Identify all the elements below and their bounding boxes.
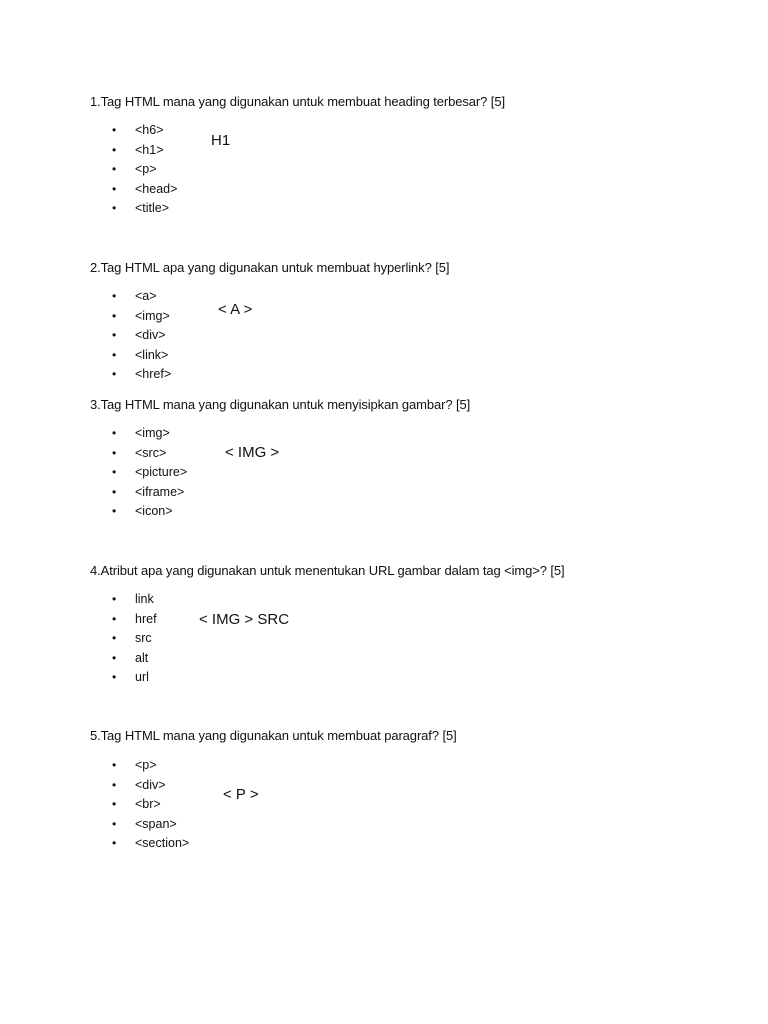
option-item <box>110 180 177 200</box>
bullet-icon: • <box>112 426 117 440</box>
option-item <box>110 199 177 219</box>
question-text: 4.Atribut apa yang digunakan untuk menentukan URL gambar dalam tag <img>? [5] <box>90 563 565 578</box>
option-list <box>110 590 157 688</box>
option-item <box>110 365 171 385</box>
option-item <box>110 815 189 835</box>
bullet-icon: • <box>112 484 117 499</box>
bullet-icon: • <box>112 611 117 626</box>
bullet-icon: • <box>112 328 117 343</box>
option-label: <h6> <box>135 123 164 137</box>
option-item <box>110 444 187 464</box>
option-item <box>110 287 171 307</box>
bullet-icon: • <box>112 592 117 606</box>
bullet-icon: • <box>112 201 117 216</box>
option-label: <div> <box>135 328 166 343</box>
option-item <box>110 307 171 327</box>
option-item <box>110 483 187 503</box>
option-item <box>110 326 171 346</box>
option-item <box>110 776 189 796</box>
option-label: alt <box>135 650 149 665</box>
bullet-icon: • <box>112 162 117 177</box>
bullet-icon: • <box>112 465 117 480</box>
bullet-icon: • <box>112 670 117 685</box>
bullet-icon: • <box>112 308 117 323</box>
option-item <box>110 756 189 776</box>
handwritten-answer: < IMG > SRC <box>199 611 290 628</box>
bullet-icon: • <box>112 816 117 831</box>
handwritten-answer: < P > <box>223 786 259 803</box>
option-item <box>110 629 157 649</box>
bullet-icon: • <box>112 836 117 851</box>
question-text: 2.Tag HTML apa yang digunakan untuk membuat hyperlink? [5] <box>90 260 450 275</box>
bullet-icon: • <box>112 445 117 460</box>
handwritten-answer: < IMG > <box>225 444 280 461</box>
option-label: <h1> <box>135 142 164 157</box>
option-item <box>110 141 177 161</box>
option-item <box>110 590 157 610</box>
bullet-icon: • <box>112 758 117 772</box>
option-label: <a> <box>135 289 157 303</box>
option-label: <iframe> <box>135 484 185 499</box>
option-label: <div> <box>135 777 166 792</box>
option-item <box>110 121 177 141</box>
bullet-icon: • <box>112 504 117 519</box>
option-item <box>110 424 187 444</box>
bullet-icon: • <box>112 650 117 665</box>
option-item <box>110 649 157 669</box>
bullet-icon: • <box>112 347 117 362</box>
option-list <box>110 287 171 385</box>
option-item <box>110 668 157 688</box>
option-label: href <box>135 611 157 626</box>
bullet-icon: • <box>112 797 117 812</box>
option-label: <head> <box>135 181 178 196</box>
option-label: <br> <box>135 797 161 812</box>
bullet-icon: • <box>112 777 117 792</box>
option-label: src <box>135 631 152 646</box>
option-item <box>110 834 189 854</box>
option-item <box>110 160 177 180</box>
bullet-icon: • <box>112 367 117 382</box>
option-label: <icon> <box>135 504 173 519</box>
option-item <box>110 610 157 630</box>
option-label: url <box>135 670 149 685</box>
option-label: <href> <box>135 367 172 382</box>
option-label: <picture> <box>135 465 188 480</box>
option-label: <link> <box>135 347 169 362</box>
option-label: <span> <box>135 816 177 831</box>
option-label: link <box>135 592 154 606</box>
option-label: <section> <box>135 836 190 851</box>
option-label: <img> <box>135 426 170 440</box>
option-label: <title> <box>135 201 170 216</box>
option-label: <img> <box>135 308 170 323</box>
bullet-icon: • <box>112 142 117 157</box>
question-text: 3.Tag HTML mana yang digunakan untuk menyisipkan gambar? [5] <box>90 397 471 412</box>
bullet-icon: • <box>112 631 117 646</box>
option-label: <src> <box>135 445 167 460</box>
bullet-icon: • <box>112 123 117 137</box>
option-item <box>110 346 171 366</box>
question-text: 5.Tag HTML mana yang digunakan untuk membuat paragraf? [5] <box>90 728 457 743</box>
option-item <box>110 463 187 483</box>
question-text: 1.Tag HTML mana yang digunakan untuk membuat heading terbesar? [5] <box>90 94 505 109</box>
bullet-icon: • <box>112 181 117 196</box>
option-list <box>110 121 177 219</box>
handwritten-answer: < A > <box>218 301 253 318</box>
option-item <box>110 502 187 522</box>
option-list <box>110 756 189 854</box>
option-item <box>110 795 189 815</box>
option-list <box>110 424 187 522</box>
option-label: <p> <box>135 758 157 772</box>
option-label: <p> <box>135 162 157 177</box>
bullet-icon: • <box>112 289 117 303</box>
handwritten-answer: H1 <box>211 132 231 149</box>
